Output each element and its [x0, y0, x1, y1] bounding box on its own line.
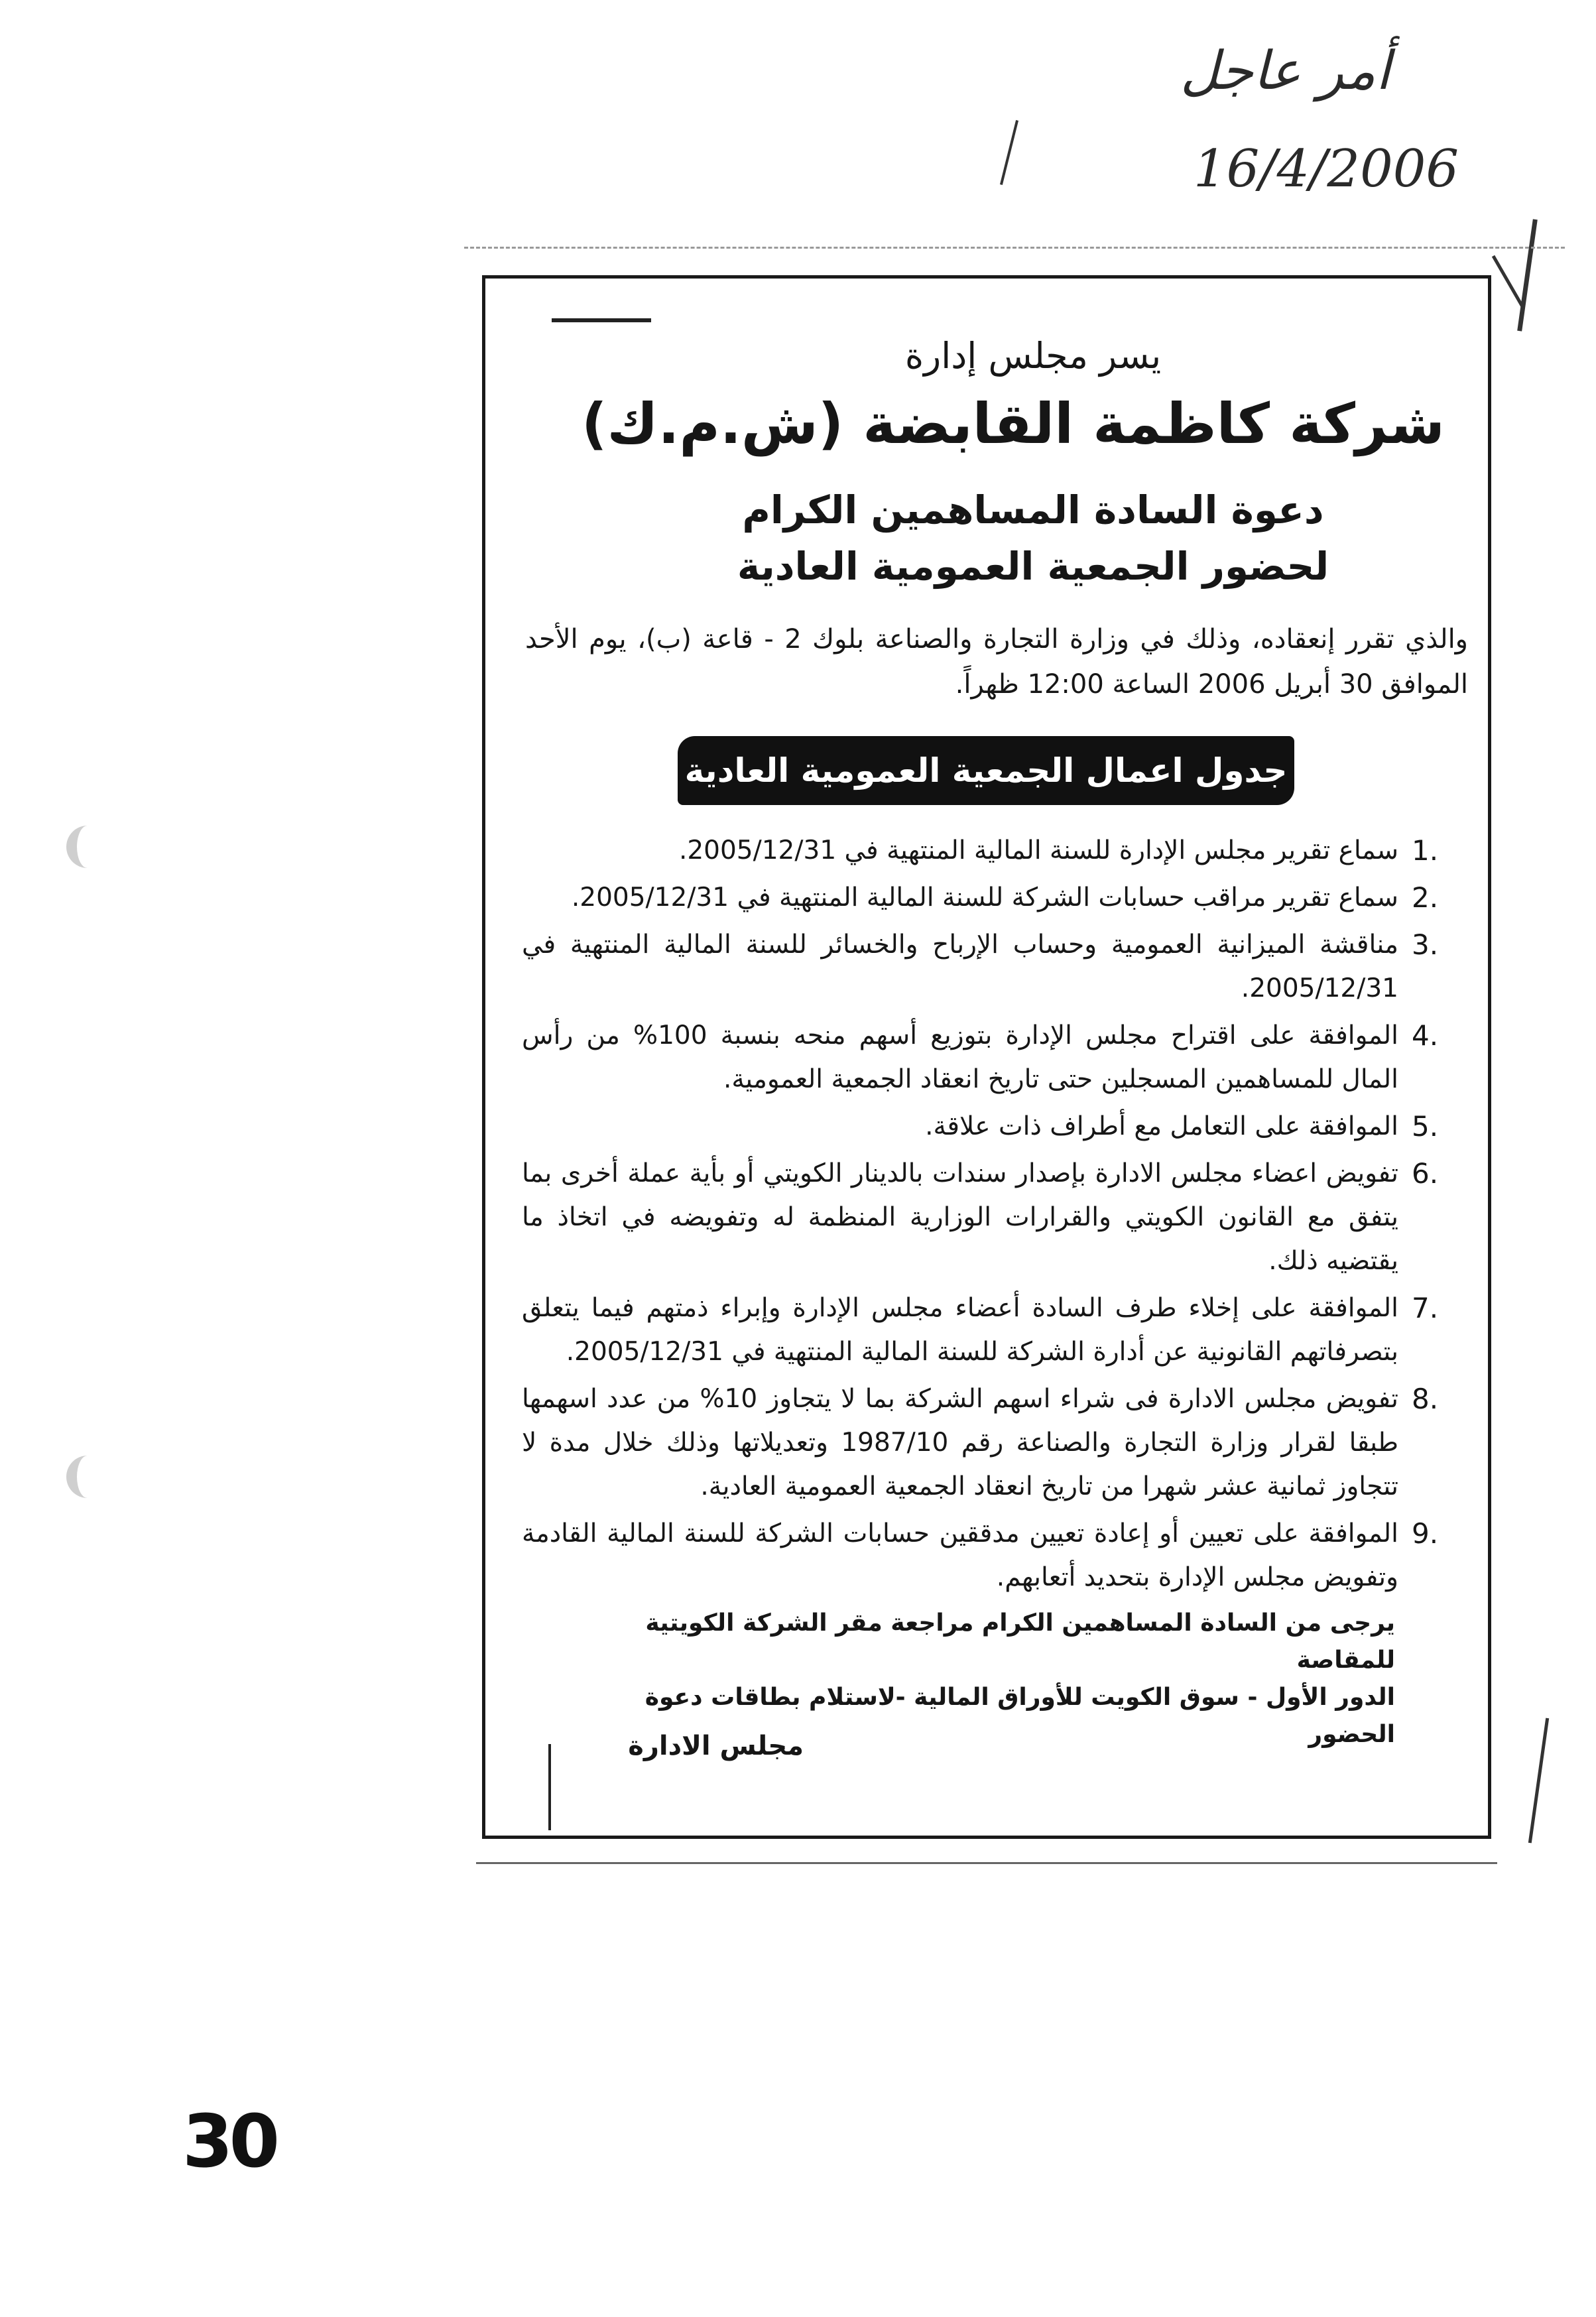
- agenda-item-number: 7.: [1412, 1292, 1439, 1324]
- punch-hole: [66, 1456, 109, 1498]
- punch-hole: [66, 826, 109, 868]
- agenda-item-text: الموافقة على إخلاء طرف السادة أعضاء مجلس الإدارة وإبراء ذمتهم فيما يتعلق بتصرفاتهم القانونية عن أدارة الشركة للسنة المالية المنتهية في 2005/12/31.: [522, 1293, 1398, 1367]
- agenda-item: [522, 1377, 1465, 1509]
- invitation-line-2: لحضور الجمعية العمومية العادية: [737, 544, 1329, 589]
- agenda-item-text: الموافقة على التعامل مع أطراف ذات علاقة.: [925, 1111, 1398, 1141]
- agenda-title: جدول اعمال الجمعية العمومية العادية: [678, 736, 1294, 805]
- handwritten-date: 16/4/2006: [1194, 139, 1459, 199]
- agenda-item-number: 4.: [1412, 1019, 1439, 1052]
- agenda-item-number: 9.: [1412, 1517, 1439, 1550]
- agenda-item: [522, 1512, 1465, 1599]
- agenda-item-text: تفويض اعضاء مجلس الادارة بإصدار سندات بالدينار الكويتي أو بأية عملة أخرى بما يتفق مع القانون الكويتي والقرارات الوزارية المنظمة له وتفويضه في اتخاذ ما يقتضيه ذلك.: [522, 1158, 1398, 1276]
- top-divider: [464, 247, 1565, 249]
- agenda-item-number: 3.: [1412, 928, 1439, 961]
- footer-line: الدور الأول - سوق الكويت للأوراق المالية -لاستلام بطاقات دعوة الحضور: [645, 1684, 1395, 1748]
- company-name: شركة كاظمة القابضة (ش.م.ك): [582, 391, 1445, 456]
- signature-stroke: [548, 1744, 551, 1830]
- bottom-divider: [476, 1862, 1497, 1864]
- page-number: 30: [182, 2099, 276, 2184]
- invitation-line-1: دعوة السادة المساهمين الكرام: [742, 487, 1324, 532]
- pen-stroke: [1517, 219, 1538, 331]
- pen-stroke: [1492, 255, 1524, 308]
- agenda-item-text: سماع تقرير مراقب حسابات الشركة للسنة المالية المنتهية في 2005/12/31.: [571, 883, 1398, 912]
- pen-stroke: [1528, 1718, 1549, 1844]
- agenda-item: [522, 1152, 1465, 1283]
- agenda-item-text: مناقشة الميزانية العمومية وحساب الإرباح والخسائر للسنة المالية المنتهية في 2005/12/31.: [522, 930, 1398, 1003]
- footer-line: يرجى من السادة المساهمين الكرام مراجعة مقر الشركة الكويتية للمقاصة: [645, 1609, 1395, 1674]
- announcement-box: [482, 275, 1491, 1839]
- agenda-item-number: 5.: [1412, 1110, 1439, 1143]
- agenda-item-text: تفويض مجلس الادارة فى شراء اسهم الشركة بما لا يتجاوز 10% من عدد اسهمها طبقا لقرار وزارة التجارة والصناعة رقم 1987/10 وتعديلاتها وذلك خلال مدة لا تتجاوز ثمانية عشر شهرا من تاريخ انعقاد الجمعية العمومية العادية.: [522, 1384, 1398, 1501]
- agenda-item-number: 6.: [1412, 1157, 1439, 1190]
- agenda-item: [522, 923, 1465, 1011]
- pen-stroke: [1000, 120, 1018, 185]
- signature: مجلس الادارة: [628, 1731, 804, 1761]
- agenda-item-number: 2.: [1412, 881, 1439, 914]
- agenda-item-text: الموافقة على اقتراح مجلس الإدارة بتوزيع أسهم منحه بنسبة 100% من رأس المال للمساهمين المسجلين حتى تاريخ انعقاد الجمعية العمومية.: [522, 1021, 1398, 1094]
- agenda-item-text: الموافقة على تعيين أو إعادة تعيين مدققين حسابات الشركة للسنة المالية القادمة وتفويض مجلس الإدارة بتحديد أتعابهم.: [522, 1519, 1398, 1592]
- agenda-list: [522, 829, 1465, 1603]
- agenda-item: [522, 1105, 1465, 1149]
- agenda-item-number: 8.: [1412, 1383, 1439, 1415]
- decorative-dash: [552, 318, 651, 322]
- agenda-item: [522, 829, 1465, 873]
- agenda-item-text: سماع تقرير مجلس الإدارة للسنة المالية المنتهية في 2005/12/31.: [678, 836, 1398, 865]
- agenda-item-number: 1.: [1412, 834, 1439, 867]
- handwritten-note: أمر عاجل: [1180, 40, 1390, 101]
- agenda-item: [522, 1286, 1465, 1374]
- intro-line: يسر مجلس إدارة: [904, 335, 1162, 377]
- agenda-item: [522, 876, 1465, 920]
- meeting-details: والذي تقرر إنعقاده، وذلك في وزارة التجارة والصناعة بلوك 2 - قاعة (ب)، يوم الأحد الموافق 30 أبريل 2006 الساعة 12:00 ظهراً.: [525, 624, 1468, 700]
- agenda-item: [522, 1014, 1465, 1101]
